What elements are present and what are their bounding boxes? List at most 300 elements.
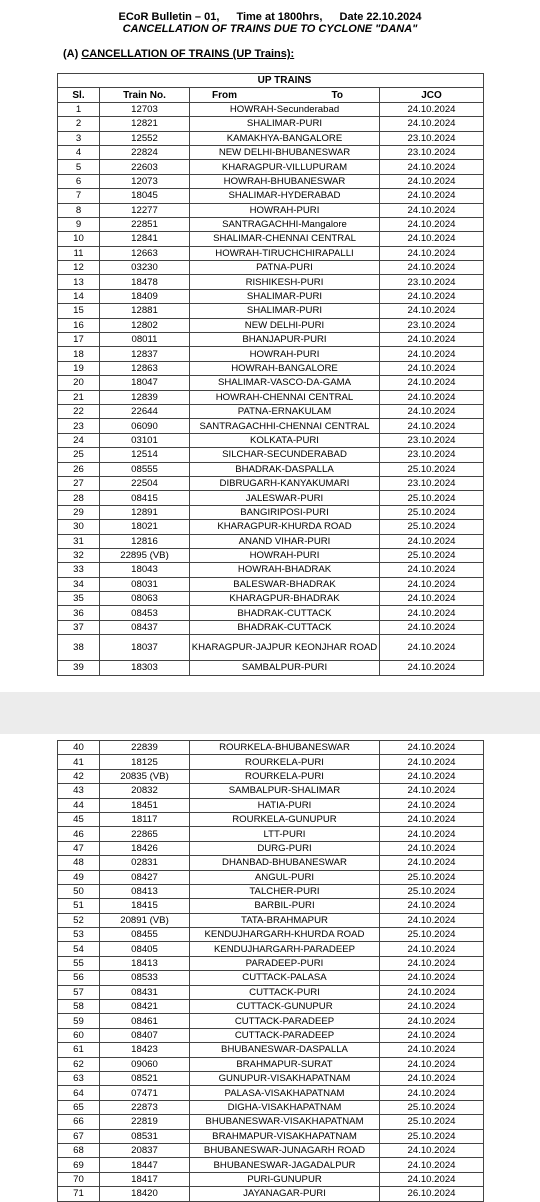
- col-header-from: From: [212, 89, 237, 101]
- col-header-train-no: Train No.: [100, 88, 190, 102]
- table-row: [58, 841, 484, 855]
- cell-jco: 24.10.2024: [380, 390, 484, 404]
- cell-train-no: 18478: [100, 275, 190, 289]
- cell-jco: 24.10.2024: [380, 741, 484, 755]
- table-row: [58, 1187, 484, 1201]
- cell-route: BARBIL-PURI: [190, 899, 380, 913]
- cell-sl: 24: [58, 433, 100, 447]
- cell-sl: 21: [58, 390, 100, 404]
- cell-sl: 29: [58, 505, 100, 519]
- cell-route: JAYANAGAR-PURI: [190, 1187, 380, 1201]
- cell-route: PATNA-ERNAKULAM: [190, 404, 380, 418]
- cell-jco: 24.10.2024: [380, 942, 484, 956]
- cell-sl: 38: [58, 635, 100, 661]
- table-row: [58, 275, 484, 289]
- cell-train-no: 08555: [100, 462, 190, 476]
- cell-train-no: 18043: [100, 563, 190, 577]
- table-row: [58, 505, 484, 519]
- table-row: [58, 491, 484, 505]
- cell-jco: 24.10.2024: [380, 289, 484, 303]
- cell-train-no: 06090: [100, 419, 190, 433]
- table-row: [58, 174, 484, 188]
- cell-jco: 24.10.2024: [380, 913, 484, 927]
- cell-route: HOWRAH-TIRUCHCHIRAPALLI: [190, 246, 380, 260]
- cell-route: JALESWAR-PURI: [190, 491, 380, 505]
- cell-train-no: 12837: [100, 347, 190, 361]
- cell-route: HATIA-PURI: [190, 798, 380, 812]
- cell-route: DIGHA-VISAKHAPATNAM: [190, 1100, 380, 1114]
- cell-jco: 23.10.2024: [380, 131, 484, 145]
- col-header-jco: JCO: [380, 88, 484, 102]
- cell-route: TALCHER-PURI: [190, 884, 380, 898]
- cell-sl: 39: [58, 661, 100, 675]
- table-row: [58, 784, 484, 798]
- table-row: [58, 1086, 484, 1100]
- cell-route: DHANBAD-BHUBANESWAR: [190, 856, 380, 870]
- table-body-page-2: [58, 741, 484, 1202]
- cell-route: KHARAGPUR-VILLUPURAM: [190, 160, 380, 174]
- cell-route: ROURKELA-PURI: [190, 755, 380, 769]
- cell-jco: 24.10.2024: [380, 635, 484, 661]
- cell-sl: 57: [58, 985, 100, 999]
- cell-train-no: 22819: [100, 1115, 190, 1129]
- cell-sl: 55: [58, 956, 100, 970]
- cell-route: BHUBANESWAR-DASPALLA: [190, 1043, 380, 1057]
- cell-sl: 3: [58, 131, 100, 145]
- cell-sl: 28: [58, 491, 100, 505]
- cell-train-no: 18426: [100, 841, 190, 855]
- table-row: [58, 217, 484, 231]
- table-row: [58, 390, 484, 404]
- table-row: [58, 347, 484, 361]
- cell-train-no: 22644: [100, 404, 190, 418]
- cell-sl: 37: [58, 620, 100, 634]
- cell-jco: 24.10.2024: [380, 1172, 484, 1186]
- cell-route: HOWRAH-BANGALORE: [190, 361, 380, 375]
- cell-sl: 63: [58, 1071, 100, 1085]
- cell-route: NEW DELHI-PURI: [190, 318, 380, 332]
- bulletin-subtitle: CANCELLATION OF TRAINS DUE TO CYCLONE "DANA": [122, 23, 418, 35]
- cell-sl: 50: [58, 884, 100, 898]
- cell-jco: 24.10.2024: [380, 1143, 484, 1157]
- cell-route: ROURKELA-PURI: [190, 769, 380, 783]
- cell-train-no: 08431: [100, 985, 190, 999]
- cell-train-no: 03101: [100, 433, 190, 447]
- cell-route: TATA-BRAHMAPUR: [190, 913, 380, 927]
- cell-jco: 25.10.2024: [380, 928, 484, 942]
- cell-jco: 23.10.2024: [380, 448, 484, 462]
- table-row: [58, 376, 484, 390]
- cell-jco: 24.10.2024: [380, 827, 484, 841]
- cell-train-no: 12881: [100, 304, 190, 318]
- cell-train-no: 22824: [100, 145, 190, 159]
- cell-route: CUTTACK-PARADEEP: [190, 1028, 380, 1042]
- cell-train-no: 18303: [100, 661, 190, 675]
- table-row: [58, 827, 484, 841]
- cell-train-no: 18037: [100, 635, 190, 661]
- cell-route: HOWRAH-BHUBANESWAR: [190, 174, 380, 188]
- cell-train-no: 08455: [100, 928, 190, 942]
- cell-jco: 24.10.2024: [380, 217, 484, 231]
- table-row: [58, 798, 484, 812]
- cell-train-no: 18451: [100, 798, 190, 812]
- cell-jco: 24.10.2024: [380, 755, 484, 769]
- cell-jco: 24.10.2024: [380, 117, 484, 131]
- cell-train-no: 09060: [100, 1057, 190, 1071]
- cell-route: BANGIRIPOSI-PURI: [190, 505, 380, 519]
- cell-train-no: 18420: [100, 1187, 190, 1201]
- cell-sl: 59: [58, 1014, 100, 1028]
- cell-route: HOWRAH-BHADRAK: [190, 563, 380, 577]
- cell-train-no: 12663: [100, 246, 190, 260]
- cell-jco: 25.10.2024: [380, 462, 484, 476]
- cell-route: BRAHMAPUR-SURAT: [190, 1057, 380, 1071]
- cell-sl: 68: [58, 1143, 100, 1157]
- table-row: [58, 741, 484, 755]
- cell-sl: 51: [58, 899, 100, 913]
- cell-train-no: 18409: [100, 289, 190, 303]
- table-column-header-row: [58, 88, 484, 102]
- cell-route: BRAHMAPUR-VISAKHAPATNAM: [190, 1129, 380, 1143]
- cell-jco: 24.10.2024: [380, 361, 484, 375]
- cell-sl: 64: [58, 1086, 100, 1100]
- cell-jco: 24.10.2024: [380, 563, 484, 577]
- cell-train-no: 18125: [100, 755, 190, 769]
- cell-sl: 27: [58, 476, 100, 490]
- cell-route: SILCHAR-SECUNDERABAD: [190, 448, 380, 462]
- cell-train-no: 12821: [100, 117, 190, 131]
- cell-sl: 7: [58, 189, 100, 203]
- bulletin-date: Date 22.10.2024: [339, 11, 422, 23]
- cell-sl: 26: [58, 462, 100, 476]
- cell-jco: 24.10.2024: [380, 246, 484, 260]
- cell-jco: 24.10.2024: [380, 347, 484, 361]
- cell-train-no: 20835 (VB): [100, 769, 190, 783]
- cell-sl: 15: [58, 304, 100, 318]
- cell-train-no: 08521: [100, 1071, 190, 1085]
- table-row: [58, 448, 484, 462]
- cell-train-no: 12073: [100, 174, 190, 188]
- cancellation-table-page-2: [57, 740, 484, 1202]
- cell-train-no: 22851: [100, 217, 190, 231]
- cell-route: ANGUL-PURI: [190, 870, 380, 884]
- cell-sl: 10: [58, 232, 100, 246]
- cell-route: SAMBALPUR-PURI: [190, 661, 380, 675]
- cell-sl: 41: [58, 755, 100, 769]
- table-row: [58, 592, 484, 606]
- cell-train-no: 08533: [100, 971, 190, 985]
- cell-train-no: 18045: [100, 189, 190, 203]
- cell-jco: 25.10.2024: [380, 505, 484, 519]
- bulletin-number: ECoR Bulletin – 01,: [118, 11, 220, 23]
- cell-route: BHUBANESWAR-JAGADALPUR: [190, 1158, 380, 1172]
- cell-sl: 67: [58, 1129, 100, 1143]
- cell-sl: 4: [58, 145, 100, 159]
- cell-sl: 23: [58, 419, 100, 433]
- cell-jco: 24.10.2024: [380, 1043, 484, 1057]
- cell-jco: 24.10.2024: [380, 798, 484, 812]
- cell-route: PATNA-PURI: [190, 261, 380, 275]
- cell-route: ANAND VIHAR-PURI: [190, 534, 380, 548]
- cell-train-no: 08031: [100, 577, 190, 591]
- table-row: [58, 620, 484, 634]
- table-row: [58, 1129, 484, 1143]
- cell-route: HOWRAH-Secunderabad: [190, 102, 380, 116]
- cell-sl: 20: [58, 376, 100, 390]
- cell-train-no: 08427: [100, 870, 190, 884]
- cell-train-no: 12839: [100, 390, 190, 404]
- cell-route: SHALIMAR-PURI: [190, 117, 380, 131]
- cell-sl: 11: [58, 246, 100, 260]
- cell-jco: 24.10.2024: [380, 304, 484, 318]
- cell-sl: 49: [58, 870, 100, 884]
- cell-train-no: 12703: [100, 102, 190, 116]
- cell-train-no: 07471: [100, 1086, 190, 1100]
- group-blank-right: [380, 74, 484, 88]
- cell-route: SHALIMAR-VASCO-DA-GAMA: [190, 376, 380, 390]
- section-prefix: (A): [63, 48, 82, 60]
- cell-jco: 26.10.2024: [380, 1187, 484, 1201]
- col-header-to: To: [331, 89, 343, 101]
- cell-jco: 24.10.2024: [380, 534, 484, 548]
- cell-train-no: 22865: [100, 827, 190, 841]
- cell-jco: 24.10.2024: [380, 232, 484, 246]
- table-row: [58, 1143, 484, 1157]
- cell-train-no: 12841: [100, 232, 190, 246]
- cell-route: ROURKELA-BHUBANESWAR: [190, 741, 380, 755]
- table-row: [58, 520, 484, 534]
- cell-jco: 24.10.2024: [380, 577, 484, 591]
- cell-route: SAMBALPUR-SHALIMAR: [190, 784, 380, 798]
- table-row: [58, 1000, 484, 1014]
- cell-route: BHUBANESWAR-VISAKHAPATNAM: [190, 1115, 380, 1129]
- table-row: [58, 476, 484, 490]
- cell-sl: 22: [58, 404, 100, 418]
- cell-train-no: 22895 (VB): [100, 548, 190, 562]
- cell-jco: 24.10.2024: [380, 333, 484, 347]
- cell-jco: 24.10.2024: [380, 1071, 484, 1085]
- cell-jco: 23.10.2024: [380, 318, 484, 332]
- cell-train-no: 20891 (VB): [100, 913, 190, 927]
- cell-sl: 44: [58, 798, 100, 812]
- cell-train-no: 18417: [100, 1172, 190, 1186]
- cell-jco: 24.10.2024: [380, 1028, 484, 1042]
- cell-jco: 24.10.2024: [380, 189, 484, 203]
- table-row: [58, 956, 484, 970]
- cell-train-no: 02831: [100, 856, 190, 870]
- cell-route: CUTTACK-PURI: [190, 985, 380, 999]
- cell-jco: 23.10.2024: [380, 145, 484, 159]
- cell-jco: 24.10.2024: [380, 899, 484, 913]
- table-row: [58, 232, 484, 246]
- table-row: [58, 548, 484, 562]
- cell-route: DIBRUGARH-KANYAKUMARI: [190, 476, 380, 490]
- cell-train-no: 08405: [100, 942, 190, 956]
- cell-route: CUTTACK-GUNUPUR: [190, 1000, 380, 1014]
- cell-sl: 31: [58, 534, 100, 548]
- cell-jco: 24.10.2024: [380, 841, 484, 855]
- cell-sl: 43: [58, 784, 100, 798]
- cell-jco: 24.10.2024: [380, 784, 484, 798]
- cell-jco: 24.10.2024: [380, 985, 484, 999]
- cell-train-no: 08407: [100, 1028, 190, 1042]
- cell-jco: 24.10.2024: [380, 856, 484, 870]
- cell-jco: 24.10.2024: [380, 606, 484, 620]
- cell-jco: 24.10.2024: [380, 1057, 484, 1071]
- table-row: [58, 1158, 484, 1172]
- table-row: [58, 404, 484, 418]
- cell-route: GUNUPUR-VISAKHAPATNAM: [190, 1071, 380, 1085]
- table-row: [58, 1057, 484, 1071]
- cell-route: HOWRAH-PURI: [190, 548, 380, 562]
- cell-sl: 36: [58, 606, 100, 620]
- cell-jco: 24.10.2024: [380, 174, 484, 188]
- cell-sl: 18: [58, 347, 100, 361]
- table-row: [58, 462, 484, 476]
- cell-route: ROURKELA-GUNUPUR: [190, 812, 380, 826]
- cell-route: NEW DELHI-BHUBANESWAR: [190, 145, 380, 159]
- section-title: CANCELLATION OF TRAINS (UP Trains):: [81, 48, 295, 60]
- table-row: [58, 577, 484, 591]
- cell-train-no: 12816: [100, 534, 190, 548]
- table-row: [58, 1071, 484, 1085]
- cell-train-no: 20832: [100, 784, 190, 798]
- cell-route: BHADRAK-CUTTACK: [190, 606, 380, 620]
- cell-route: BHADRAK-DASPALLA: [190, 462, 380, 476]
- table-row: [58, 1043, 484, 1057]
- table-row: [58, 203, 484, 217]
- table-row: [58, 117, 484, 131]
- table-row: [58, 261, 484, 275]
- cell-sl: 48: [58, 856, 100, 870]
- table-row: [58, 856, 484, 870]
- cell-jco: 24.10.2024: [380, 419, 484, 433]
- cell-sl: 12: [58, 261, 100, 275]
- cell-jco: 25.10.2024: [380, 1115, 484, 1129]
- cell-route: RISHIKESH-PURI: [190, 275, 380, 289]
- cell-train-no: 18413: [100, 956, 190, 970]
- table-row: [58, 769, 484, 783]
- cell-sl: 52: [58, 913, 100, 927]
- cell-sl: 16: [58, 318, 100, 332]
- cell-sl: 46: [58, 827, 100, 841]
- bulletin-time: Time at 1800hrs,: [236, 11, 323, 23]
- cell-jco: 24.10.2024: [380, 956, 484, 970]
- cell-train-no: 12891: [100, 505, 190, 519]
- cell-sl: 2: [58, 117, 100, 131]
- table-group-header-row: [58, 74, 484, 88]
- cell-train-no: 18415: [100, 899, 190, 913]
- cell-jco: 24.10.2024: [380, 160, 484, 174]
- cell-train-no: 08421: [100, 1000, 190, 1014]
- cell-jco: 23.10.2024: [380, 433, 484, 447]
- group-header-up-trains: UP TRAINS: [190, 74, 380, 88]
- table-row: [58, 433, 484, 447]
- table-row: [58, 361, 484, 375]
- cell-sl: 53: [58, 928, 100, 942]
- cell-train-no: 12802: [100, 318, 190, 332]
- table-row: [58, 318, 484, 332]
- cell-sl: 14: [58, 289, 100, 303]
- cell-route: DURG-PURI: [190, 841, 380, 855]
- table-row: [58, 1115, 484, 1129]
- cell-jco: 24.10.2024: [380, 203, 484, 217]
- table-row: [58, 1028, 484, 1042]
- cell-jco: 24.10.2024: [380, 812, 484, 826]
- cell-sl: 56: [58, 971, 100, 985]
- cell-route: KENDUJHARGARH-PARADEEP: [190, 942, 380, 956]
- cell-jco: 25.10.2024: [380, 1100, 484, 1114]
- col-header-sl: Sl.: [58, 88, 100, 102]
- cell-jco: 25.10.2024: [380, 884, 484, 898]
- table-row: [58, 189, 484, 203]
- cell-train-no: 03230: [100, 261, 190, 275]
- cell-route: SHALIMAR-PURI: [190, 304, 380, 318]
- cell-jco: 23.10.2024: [380, 476, 484, 490]
- table-row: [58, 985, 484, 999]
- cell-jco: 24.10.2024: [380, 1158, 484, 1172]
- cell-sl: 60: [58, 1028, 100, 1042]
- cell-train-no: 08437: [100, 620, 190, 634]
- table-row: [58, 971, 484, 985]
- cell-route: BHADRAK-CUTTACK: [190, 620, 380, 634]
- group-blank-mid: [100, 74, 190, 88]
- cancellation-table-page-1: [57, 73, 484, 676]
- cell-jco: 25.10.2024: [380, 870, 484, 884]
- table-row: [58, 1100, 484, 1114]
- cell-jco: 25.10.2024: [380, 491, 484, 505]
- cell-jco: 24.10.2024: [380, 592, 484, 606]
- cell-route: HOWRAH-PURI: [190, 347, 380, 361]
- cell-route: KOLKATA-PURI: [190, 433, 380, 447]
- cell-train-no: 08453: [100, 606, 190, 620]
- cell-sl: 62: [58, 1057, 100, 1071]
- cell-sl: 1: [58, 102, 100, 116]
- table-body-page-1: [58, 102, 484, 675]
- cell-route: KHARAGPUR-BHADRAK: [190, 592, 380, 606]
- table-row: [58, 563, 484, 577]
- cell-jco: 24.10.2024: [380, 404, 484, 418]
- table-row: [58, 1014, 484, 1028]
- cell-train-no: 22873: [100, 1100, 190, 1114]
- cell-route: HOWRAH-CHENNAI CENTRAL: [190, 390, 380, 404]
- cell-train-no: 18117: [100, 812, 190, 826]
- cell-route: PALASA-VISAKHAPATNAM: [190, 1086, 380, 1100]
- table-row: [58, 755, 484, 769]
- cell-route: HOWRAH-PURI: [190, 203, 380, 217]
- cell-jco: 24.10.2024: [380, 620, 484, 634]
- table-row: [58, 145, 484, 159]
- cell-train-no: 18447: [100, 1158, 190, 1172]
- cell-train-no: 08011: [100, 333, 190, 347]
- cell-train-no: 12863: [100, 361, 190, 375]
- cell-sl: 70: [58, 1172, 100, 1186]
- cell-train-no: 22504: [100, 476, 190, 490]
- cell-route: SHALIMAR-CHENNAI CENTRAL: [190, 232, 380, 246]
- cell-sl: 32: [58, 548, 100, 562]
- cell-sl: 25: [58, 448, 100, 462]
- cell-train-no: 22603: [100, 160, 190, 174]
- cell-route: BALESWAR-BHADRAK: [190, 577, 380, 591]
- cell-jco: 24.10.2024: [380, 261, 484, 275]
- cell-route: PARADEEP-PURI: [190, 956, 380, 970]
- table-row: [58, 913, 484, 927]
- cell-route: KENDUJHARGARH-KHURDA ROAD: [190, 928, 380, 942]
- cell-train-no: 08413: [100, 884, 190, 898]
- cell-route: SANTRAGACHHI-CHENNAI CENTRAL: [190, 419, 380, 433]
- cell-train-no: 18423: [100, 1043, 190, 1057]
- cell-train-no: 08415: [100, 491, 190, 505]
